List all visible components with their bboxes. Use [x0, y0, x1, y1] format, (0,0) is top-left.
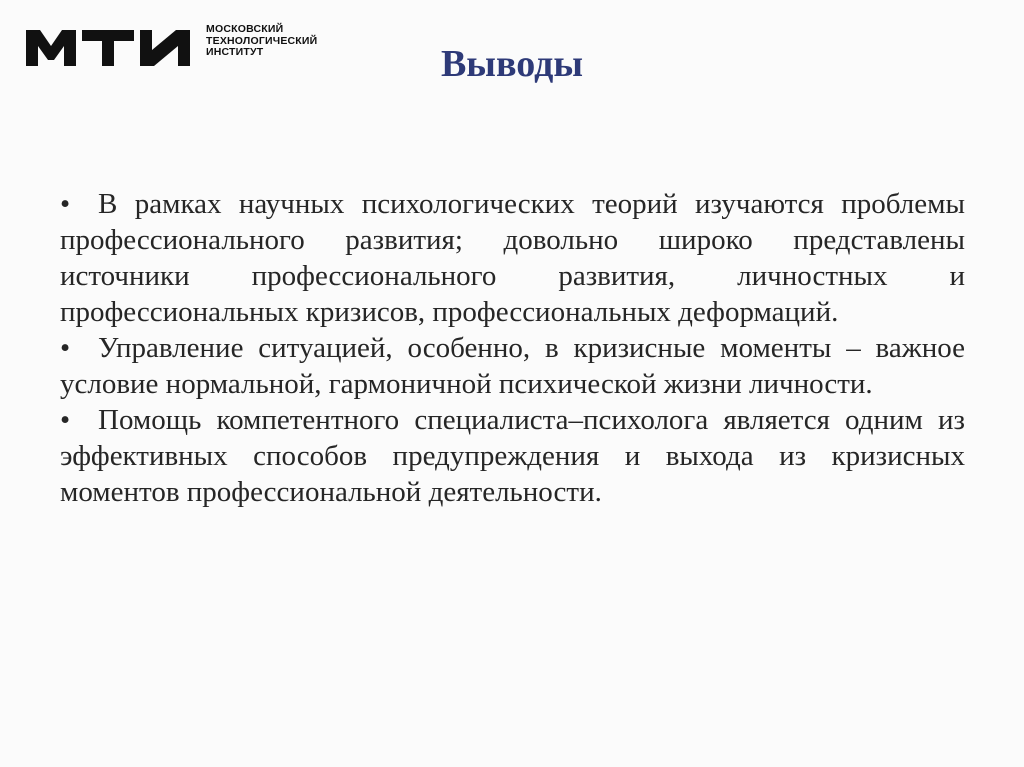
- conclusion-text-1: В рамках научных психологических теорий изучаются проблемы профессионального развития; довольно широко представлены источники профессионального развития, личностных и профессиональных кризисов, профессиональных деформаций.: [60, 188, 965, 328]
- conclusions-list: [60, 186, 965, 510]
- logo-line-3: ИНСТИТУТ: [206, 46, 264, 58]
- logo-line-1: МОСКОВСКИЙ: [206, 23, 284, 35]
- conclusion-item-1: [60, 186, 965, 330]
- conclusion-item-2: [60, 330, 965, 402]
- bullet-icon: •: [60, 404, 71, 436]
- conclusion-text-3: Помощь компетентного специалиста–психолога является одним из эффективных способов предупреждения и выхода из кризисных моментов профессиональной деятельности.: [60, 404, 965, 508]
- bullet-icon: •: [60, 332, 71, 364]
- slide-title: Выводы: [440, 43, 584, 85]
- logo-line-2: ТЕХНОЛОГИЧЕСКИЙ: [206, 34, 318, 47]
- conclusion-item-3: [60, 402, 965, 510]
- conclusion-text-2: Управление ситуацией, особенно, в кризисные моменты – важное условие нормальной, гармоничной психической жизни личности.: [60, 332, 965, 400]
- bullet-icon: •: [60, 188, 71, 220]
